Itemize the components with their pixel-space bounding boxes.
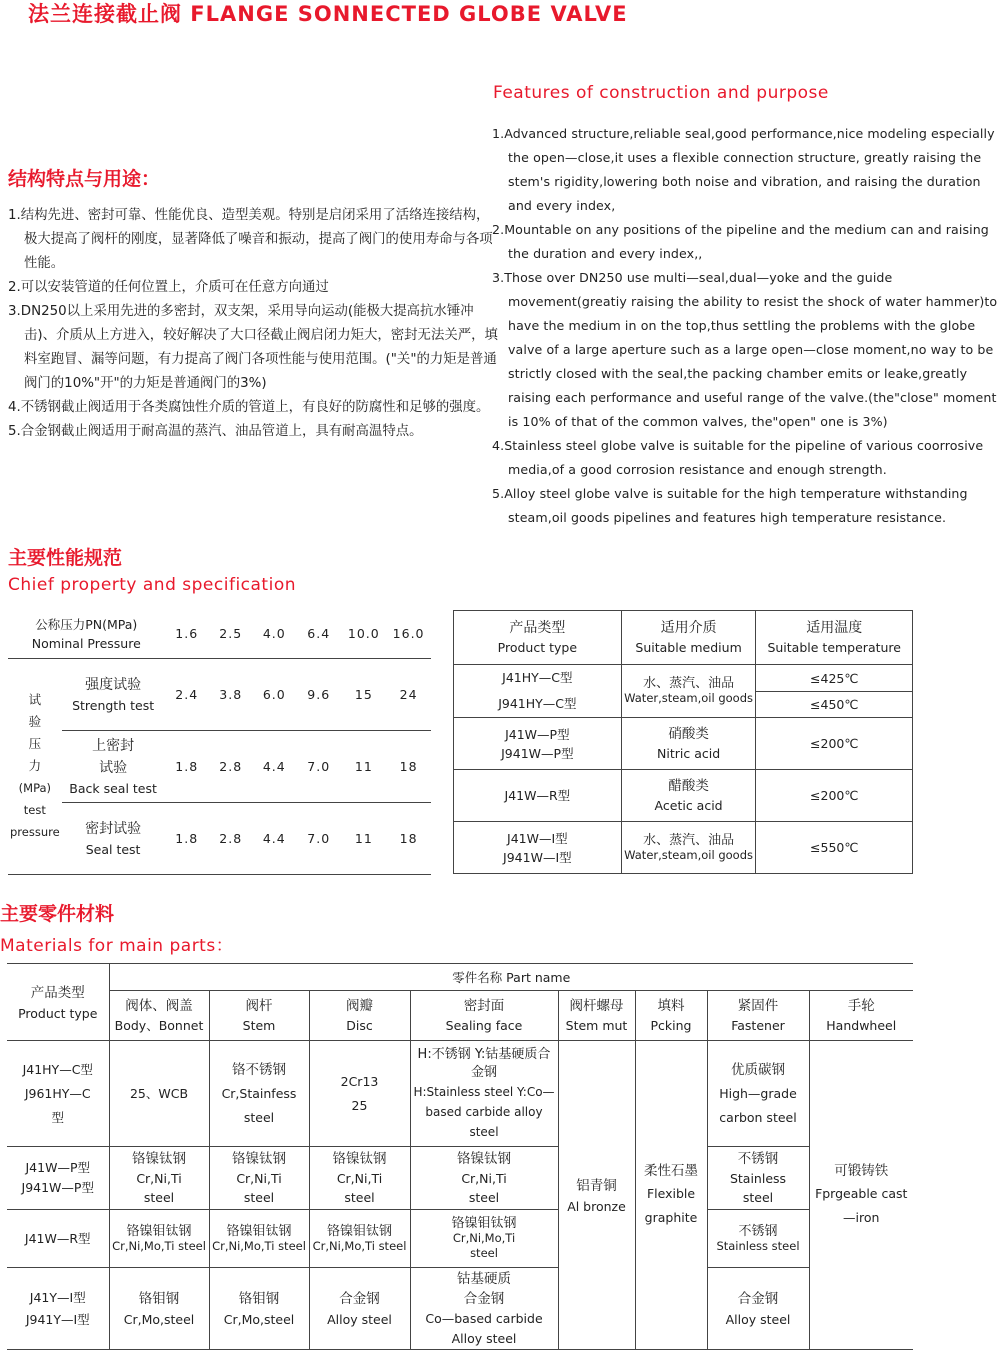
test-value: 15 — [341, 658, 386, 730]
cell-en: Cr,Ni,Ti steel — [136, 1170, 182, 1205]
col-fastener — [707, 991, 809, 1041]
test-value: 24 — [386, 658, 431, 730]
features-cn-item: 4.不锈钢截止阀适用于各类腐蚀性介质的管道上，有良好的防腐性和足够的强度。 — [8, 400, 490, 415]
cell-cn: 柔性石墨 — [644, 1163, 698, 1179]
cell-en: Cr,Ni,Mo,Ti steel — [452, 1231, 516, 1260]
cell-en: Flexible graphite — [644, 1186, 698, 1225]
np-value: 2.5 — [209, 610, 253, 658]
test-pressure-char: 力 — [28, 758, 42, 773]
c-type-1: J41HY—C型 — [502, 670, 573, 685]
cell-cn: 优质碳钢 — [731, 1061, 785, 1078]
features-cn-item: 2.可以安装管道的任何位置上，介质可在任意方向通过 — [8, 280, 329, 295]
col-stem — [209, 991, 309, 1041]
medium-cn: 水、蒸汽、油品 — [643, 832, 735, 848]
cell-cn: H:不锈钢 Y:钴基硬质合金钢 — [417, 1046, 551, 1080]
test-value: 6.0 — [253, 658, 297, 730]
p-type-cell: J41W—P型 J941W—P型 — [454, 718, 622, 770]
cell-en: Stainless steel — [716, 1238, 800, 1253]
features-en-heading: Features of construction and purpose — [493, 83, 829, 103]
cell-cn: 不锈钢 — [737, 1150, 779, 1167]
row2-type: J41W—P型 J941W—P型 — [7, 1147, 109, 1210]
test-value: 1.8 — [165, 730, 209, 802]
cell-cn: 铬钼钢 — [138, 1291, 180, 1307]
row4-fastener — [707, 1268, 809, 1350]
cell-en: Cr,Ni,Mo,Ti steel — [212, 1238, 306, 1253]
cell-cn: 铬镍钼钛钢 — [451, 1216, 517, 1231]
col-cn: 紧固件 — [737, 997, 779, 1014]
test-pressure-char: 试 — [28, 692, 42, 707]
test-value: 7.0 — [296, 802, 341, 874]
r-type-cell: J41W—R型 — [454, 770, 622, 822]
c-medium-cell — [621, 665, 756, 718]
cell-en: Co—based carbide Alloy steel — [425, 1310, 543, 1346]
features-en-item: 1.Advanced structure,reliable seal,good performance,nice modeling especially the open—close,it uses a flexible connection structure, greatly raising the stem's rigidity,lowering both noise and vibration, and raising the duration and every index, — [492, 126, 995, 213]
back-seal-test-cn: 上密封试验 — [92, 737, 135, 776]
np-value: 4.0 — [253, 610, 297, 658]
test-value: 9.6 — [296, 658, 341, 730]
medium-cn: 水、蒸汽、油品 — [643, 676, 735, 691]
medium-en: Acetic acid — [654, 797, 723, 813]
row1-type: J41HY—C型 J961HY—C型 — [7, 1041, 109, 1147]
header-cn: 适用介质 — [660, 619, 717, 636]
cell-cn: 铬镍钼钛钢 — [226, 1223, 292, 1239]
materials-table — [7, 963, 913, 1350]
cell-cn: 铬不锈钢 — [232, 1061, 286, 1078]
header-en: Product type — [497, 639, 578, 655]
col-cn: 手轮 — [847, 997, 875, 1014]
stem-nut-cell — [558, 1041, 635, 1350]
test-value: 1.8 — [165, 802, 209, 874]
col-packing — [635, 991, 707, 1041]
row4-disc — [309, 1268, 410, 1350]
row2-fastener — [707, 1147, 809, 1210]
np-value: 1.6 — [165, 610, 209, 658]
cell-cn: 铬镍钛钢 — [232, 1150, 286, 1167]
features-en-item: 2.Mountable on any positions of the pipeline and the medium can and raising the duration and every index,, — [492, 222, 989, 261]
c-type-2: J941HY—C型 — [498, 696, 577, 711]
features-en-list — [492, 122, 998, 530]
nominal-pressure-en: Nominal Pressure — [31, 635, 141, 651]
test-pressure-char: (MPa) — [18, 781, 52, 795]
test-value: 7.0 — [296, 730, 341, 802]
medium-en: Water,steam,oil goods — [624, 691, 754, 705]
row4-stem — [209, 1268, 309, 1350]
cell-cn: 铬镍钼钛钢 — [326, 1223, 392, 1239]
product-type-cn: 产品类型 — [30, 984, 85, 1001]
col-en: Pcking — [650, 1017, 692, 1033]
cell-en: Stainless steel — [729, 1170, 787, 1205]
cell-en: Alloy steel — [327, 1312, 392, 1327]
i-temp: ≤550℃ — [756, 822, 913, 874]
spec-heading-cn: 主要性能规范 — [8, 547, 123, 569]
row3-stem — [209, 1210, 309, 1268]
row1-stem — [209, 1041, 309, 1147]
row2-body — [109, 1147, 209, 1210]
row3-body — [109, 1210, 209, 1268]
page-title: 法兰连接截止阀 FLANGE SONNECTED GLOBE VALVE — [28, 2, 628, 26]
medium-en: Nitric acid — [657, 745, 721, 761]
cell-en: Cr,Ni,Ti steel — [461, 1170, 507, 1205]
col-en: Disc — [346, 1017, 373, 1033]
test-pressure-char: 压 — [28, 736, 42, 751]
nominal-pressure-header — [8, 610, 165, 658]
nominal-pressure-cn: 公称压力PN(MPa) — [35, 616, 138, 632]
col-cn: 阀杆 — [245, 997, 273, 1014]
r-temp: ≤200℃ — [756, 770, 913, 822]
cell-en: Cr,Ni,Ti steel — [336, 1170, 383, 1205]
np-value: 10.0 — [341, 610, 386, 658]
header-cn: 产品类型 — [509, 619, 566, 636]
seal-test-cn: 密封试验 — [85, 820, 142, 837]
test-value: 11 — [341, 730, 386, 802]
product-medium-table — [453, 610, 913, 874]
cell-en: Cr,Ni,Mo,Ti steel — [312, 1238, 407, 1253]
test-value: 18 — [386, 730, 431, 802]
col-body-bonnet — [109, 991, 209, 1041]
cell-en: H:Stainless steel Y:Co—based carbide alloy steel — [413, 1084, 555, 1139]
features-en-item: 5.Alloy steel globe valve is suitable for the high temperature withstanding steam,oil goods pipelines and features high temperature resistance. — [492, 486, 968, 525]
c-type-cell — [454, 665, 622, 718]
p-medium-cell — [621, 718, 756, 770]
medium-cn: 醋酸类 — [668, 777, 709, 794]
row4-body — [109, 1268, 209, 1350]
col-en: Sealing face — [445, 1017, 523, 1033]
cell-en: Fprgeable cast—iron — [815, 1186, 908, 1225]
test-pressure-char: pressure — [10, 825, 60, 839]
cell-en: Alloy steel — [725, 1312, 791, 1327]
seal-test-en: Seal test — [85, 841, 141, 857]
features-cn-item: 3.DN250以上采用先进的多密封，双支架，采用导向运动(能极大提高抗水锤冲击)、介质从上方进入，较好解决了大口径截止阀启闭力矩大，密封无法关严，填料室跑冒、漏等问题，有力提高了阀门各项性能与使用范围。("关"的力矩是普通阀门的10%"开"的力矩是普通阀门的3%) — [8, 304, 498, 391]
features-cn-list — [8, 204, 500, 444]
row1-body: 25、WCB — [109, 1041, 209, 1147]
col-en: Stem mut — [565, 1017, 628, 1033]
i-type-cell: J41W—I型 J941W—I型 — [454, 822, 622, 874]
test-value: 18 — [386, 802, 431, 874]
product-type-header — [7, 964, 109, 1041]
strength-test-label — [62, 658, 165, 730]
row3-fastener — [707, 1210, 809, 1268]
test-value: 2.4 — [165, 658, 209, 730]
test-value: 2.8 — [209, 730, 253, 802]
cell-en: Cr,Ni,Mo,Ti steel — [112, 1238, 206, 1253]
test-value: 3.8 — [209, 658, 253, 730]
col-handwheel — [809, 991, 913, 1041]
row3-seal — [410, 1210, 558, 1268]
col-cn: 阀杆螺母 — [569, 997, 624, 1014]
test-value: 4.4 — [253, 730, 297, 802]
row2-seal — [410, 1147, 558, 1210]
features-cn-item: 5.合金钢截止阀适用于耐高温的蒸汽、油品管道上，具有耐高温特点。 — [8, 424, 423, 439]
cell-cn: 钴基硬质 合金钢 — [457, 1270, 511, 1307]
header-cn: 适用温度 — [806, 619, 863, 636]
cell-en: Cr,Stainfess steel — [221, 1085, 297, 1125]
p-temp: ≤200℃ — [756, 718, 913, 770]
cell-en: Cr,Mo,steel — [223, 1312, 295, 1327]
cell-en: Al bronze — [567, 1198, 626, 1214]
product-type-header — [454, 611, 622, 665]
cell-en: High—grade carbon steel — [719, 1085, 797, 1125]
test-pressure-char: test — [23, 803, 46, 817]
pressure-table — [8, 610, 431, 875]
cell-cn: 不锈钢 — [738, 1223, 778, 1239]
strength-test-cn: 强度试验 — [85, 676, 142, 693]
cell-cn: 铬镍钛钢 — [332, 1150, 387, 1167]
col-sealing-face — [410, 991, 558, 1041]
col-en: Stem — [242, 1017, 276, 1033]
back-seal-test-label — [62, 730, 165, 802]
row3-type: J41W—R型 — [7, 1210, 109, 1268]
col-en: Handwheel — [826, 1017, 897, 1033]
test-value: 11 — [341, 802, 386, 874]
row1-disc: 2Cr13 25 — [309, 1041, 410, 1147]
handwheel-cell — [809, 1041, 913, 1350]
test-value: 2.8 — [209, 802, 253, 874]
cell-cn: 铬钼钢 — [238, 1291, 280, 1307]
back-seal-test-en: Back seal test — [69, 780, 157, 796]
test-value: 4.4 — [253, 802, 297, 874]
c-temp-2: ≤450℃ — [756, 692, 913, 718]
col-cn: 填料 — [657, 997, 685, 1014]
cell-en: Cr,Ni,Ti steel — [236, 1170, 282, 1205]
np-value: 6.4 — [296, 610, 341, 658]
cell-en: Cr,Mo,steel — [123, 1312, 195, 1327]
medium-en: Water,steam,oil goods — [624, 847, 754, 862]
suitable-temperature-header — [756, 611, 913, 665]
cell-cn: 可锻铸铁 — [834, 1163, 889, 1179]
row2-disc — [309, 1147, 410, 1210]
materials-heading-en: Materials for main parts： — [0, 936, 234, 956]
row2-stem — [209, 1147, 309, 1210]
col-stem-nut — [558, 991, 635, 1041]
row4-seal — [410, 1268, 558, 1350]
strength-test-en: Strength test — [72, 697, 155, 713]
features-en-item: 3.Those over DN250 use multi—seal,dual—yoke and the guide movement(greatiy raising the ability to resist the shock of water hammer)to have the medium in on the top,thus settling the problems with the globe valve of a large aperture such as a large open—close moment,no way to be strictly closed with the seal,the packing chamber emits or leake,greatly raising each performance and useful range of the valve.(the"close" moment is 10% of that of the common valves, the"open" one is 3%) — [492, 270, 998, 429]
test-pressure-label — [8, 658, 62, 874]
spec-heading-en: Chief property and specification — [8, 575, 296, 595]
col-cn: 密封面 — [463, 997, 505, 1014]
row1-seal — [410, 1041, 558, 1147]
cell-cn: 铬镍钼钛钢 — [126, 1223, 192, 1239]
col-en: Fastener — [731, 1017, 785, 1033]
row3-disc — [309, 1210, 410, 1268]
col-cn: 阀瓣 — [346, 997, 373, 1014]
materials-heading-cn: 主要零件材料 — [0, 903, 115, 925]
row4-type: J41Y—I型 J941Y—I型 — [7, 1268, 109, 1350]
header-en: Suitable medium — [635, 639, 742, 655]
i-medium-cell — [621, 822, 756, 874]
col-en: Body、Bonnet — [114, 1017, 204, 1033]
row1-fastener — [707, 1041, 809, 1147]
cell-cn: 铬镍钛钢 — [457, 1150, 511, 1167]
features-cn-heading: 结构特点与用途： — [8, 168, 161, 190]
cell-cn: 铝青铜 — [576, 1177, 617, 1194]
cell-cn: 合金钢 — [737, 1291, 779, 1307]
features-en-item: 4.Stainless steel globe valve is suitable for the pipeline of various coorrosive media,of a good corrosion resistance and enough strength. — [492, 438, 984, 477]
col-disc — [309, 991, 410, 1041]
cell-cn: 合金钢 — [339, 1291, 380, 1307]
np-value: 16.0 — [386, 610, 431, 658]
col-cn: 阀体、阀盖 — [125, 997, 193, 1014]
product-type-en: Product type — [18, 1005, 98, 1021]
medium-cn: 硝酸类 — [668, 725, 709, 742]
header-en: Suitable temperature — [767, 639, 901, 655]
test-pressure-char: 验 — [28, 714, 42, 729]
packing-cell — [635, 1041, 707, 1350]
features-cn-item: 1.结构先进、密封可靠、性能优良、造型美观。特别是启闭采用了活络连接结构，极大提高了阀杆的刚度，显著降低了噪音和振动，提高了阀门的使用寿命与各项性能。 — [8, 208, 493, 271]
seal-test-label — [62, 802, 165, 874]
c-temp-1: ≤425℃ — [756, 665, 913, 692]
cell-cn: 铬镍钛钢 — [132, 1150, 186, 1167]
r-medium-cell — [621, 770, 756, 822]
suitable-medium-header — [621, 611, 756, 665]
part-name-header: 零件名称 Part name — [109, 964, 913, 991]
